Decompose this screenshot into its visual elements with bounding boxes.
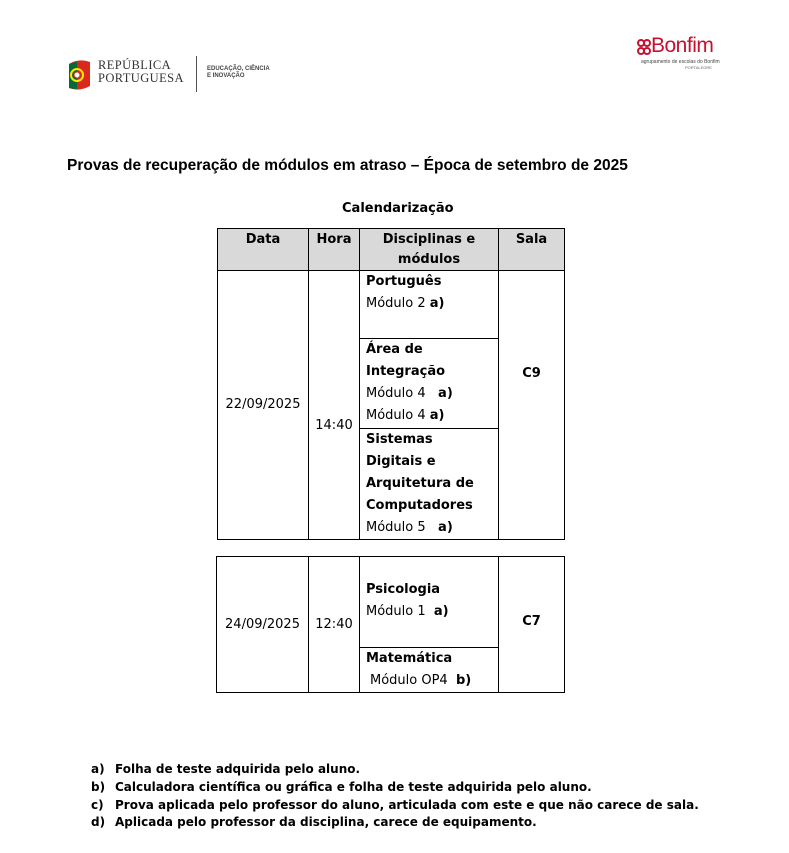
module-label: Módulo 5 xyxy=(366,520,426,535)
discipline-name-line2: Integração xyxy=(366,364,446,379)
bonfim-logo-name: Bonfim xyxy=(651,34,714,57)
module-line xyxy=(366,405,492,427)
rp-logo-line1: REPÚBLICA xyxy=(98,58,172,72)
discipline-name-line1: Área de xyxy=(366,342,423,357)
document-title: Provas de recuperação de módulos em atraso – Época de setembro de 2025 xyxy=(67,157,628,174)
module-label: Módulo 4 xyxy=(366,386,426,401)
module-line xyxy=(366,383,492,405)
footnote-item xyxy=(91,761,699,779)
ministry-line1: EDUCAÇÃO, CIÊNCIA xyxy=(207,66,270,72)
discipline-name-line3: Computadores xyxy=(366,498,473,513)
exam-date: 22/09/2025 xyxy=(225,397,301,412)
bonfim-emblem-icon xyxy=(637,38,651,56)
rp-logo-line2: PORTUGUESA xyxy=(98,71,184,85)
footnotes xyxy=(91,761,699,832)
schedule-table-1 xyxy=(217,228,565,540)
exam-hour-cell xyxy=(309,271,360,540)
schedule-table-2 xyxy=(216,556,565,693)
republica-portuguesa-logo xyxy=(66,56,276,92)
discipline-cell xyxy=(360,271,499,339)
header-hour: Hora xyxy=(309,229,360,271)
discipline-cell xyxy=(360,557,499,648)
footnote-item xyxy=(91,779,699,797)
module-note: a) xyxy=(438,386,453,401)
footnote-label: c) xyxy=(91,797,104,812)
header-disciplines: Disciplinas e módulos xyxy=(360,229,499,271)
module-line xyxy=(366,601,492,623)
footnote-label: b) xyxy=(91,779,106,794)
exam-room-cell xyxy=(499,557,565,693)
header-date: Data xyxy=(218,229,309,271)
discipline-name: Português xyxy=(366,274,442,289)
ministry-line2: E INOVAÇÃO xyxy=(207,73,245,79)
module-note: a) xyxy=(433,604,449,619)
footnote-label: d) xyxy=(91,815,106,830)
discipline-cell xyxy=(360,429,499,540)
module-note: b) xyxy=(455,673,472,688)
exam-hour: 14:40 xyxy=(315,418,353,433)
footnote-text: Aplicada pelo professor da disciplina, carece de equipamento. xyxy=(115,815,537,830)
discipline-name-line2: Arquitetura de xyxy=(366,476,474,491)
module-line xyxy=(366,293,492,315)
footnote-text: Folha de teste adquirida pelo aluno. xyxy=(115,762,361,776)
footnote-item xyxy=(91,797,699,815)
bonfim-school-logo xyxy=(637,34,727,70)
exam-hour: 12:40 xyxy=(315,616,353,632)
discipline-cell xyxy=(360,648,499,693)
exam-date: 24/09/2025 xyxy=(225,616,300,632)
header-room: Sala xyxy=(499,229,565,271)
module-label: Módulo 2 xyxy=(366,296,426,311)
exam-room: C9 xyxy=(522,366,541,381)
document-subtitle: Calendarização xyxy=(342,201,454,216)
discipline-name: Matemática xyxy=(366,651,453,666)
discipline-name: Psicologia xyxy=(366,582,441,597)
exam-room-cell xyxy=(499,271,565,540)
module-note: a) xyxy=(429,408,445,423)
footnote-item xyxy=(91,814,699,832)
module-note: a) xyxy=(438,520,453,535)
logo-divider xyxy=(196,56,197,92)
footnote-text: Prova aplicada pelo professor do aluno, articulada com este e que não carece de sala. xyxy=(115,797,699,812)
module-label: Módulo 1 xyxy=(366,604,426,619)
footnote-text: Calculadora científica ou gráfica e folha de teste adquirida pelo aluno. xyxy=(115,779,592,794)
portugal-flag-icon xyxy=(66,58,92,92)
exam-room: C7 xyxy=(522,613,541,629)
module-line xyxy=(366,670,492,692)
footnote-label: a) xyxy=(91,762,105,776)
bonfim-logo-city: PORTALEGRE xyxy=(685,65,712,70)
module-label: Módulo OP4 xyxy=(370,673,448,688)
module-line xyxy=(366,517,492,539)
exam-date-cell xyxy=(218,271,309,540)
exam-hour-cell xyxy=(309,557,360,693)
bonfim-logo-subtitle: agrupamento de escolas do Bonfim xyxy=(641,59,720,65)
exam-date-cell xyxy=(217,557,309,693)
discipline-cell xyxy=(360,339,499,429)
module-note: a) xyxy=(429,296,445,311)
discipline-name-line1: Sistemas Digitais e xyxy=(366,432,436,469)
module-label: Módulo 4 xyxy=(366,408,426,423)
